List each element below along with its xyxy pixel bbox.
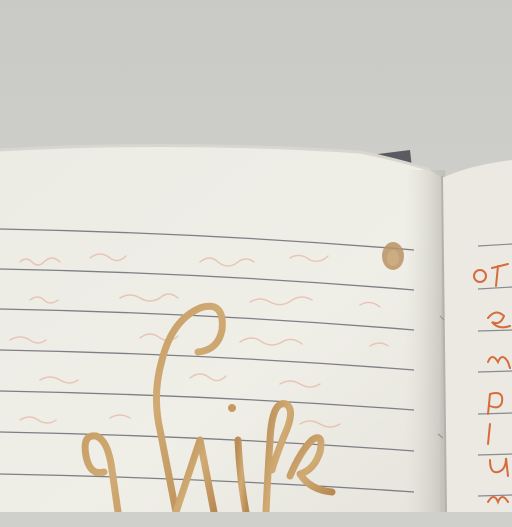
right-page bbox=[442, 160, 512, 512]
ink-dot-doodle bbox=[382, 242, 404, 270]
page-gutter bbox=[405, 170, 445, 512]
